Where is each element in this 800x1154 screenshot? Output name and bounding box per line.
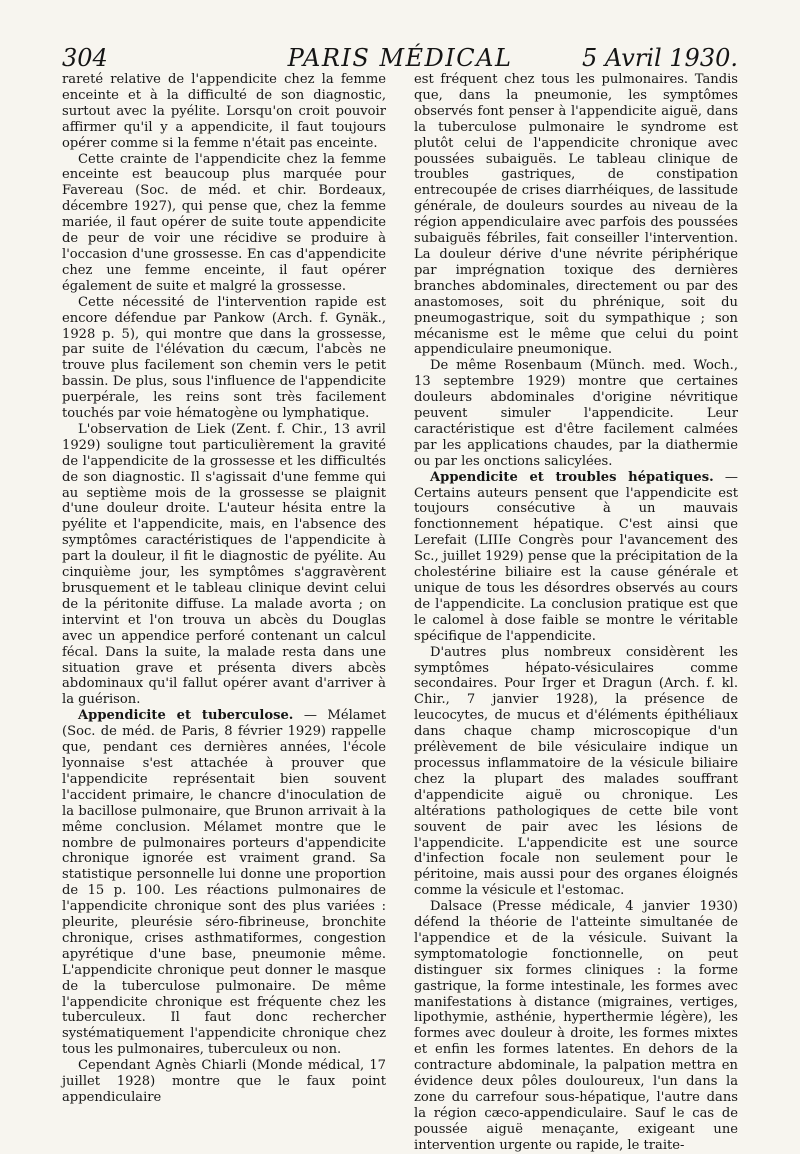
paragraph-body: — Mélamet (Soc. de méd. de Paris, 8 février 1929) rappelle que, pendant ces dernières années, l'école lyonnaise s'est attachée à prouver que l'appendicite représentait bien souvent l'accident primaire, le chancre d'inoculation de la bacillose pulmonaire, que Brunon arrivait à la même conclusion. Mélamet montre que le nombre de pulmonaires porteurs d'appendicite chronique ignorée est vraiment grand. Sa statistique personnelle lui donne une proportion de 15 p. 100. Les réactions pulmonaires de l'appendicite chronique sont des plus variées : pleurite, pleurésie séro-fibrineuse, bronchite chronique, crises asthmatiformes, congestion apyrétique d'une base, pneumonie même. L'appendicite chronique peut donner le masque de la tuberculose pulmonaire. De même l'appendicite chronique est fréquente chez les tuberculeux. Il faut donc rechercher systématiquement l'appendicite chronique chez tous les pulmonaires, tuberculeux ou non. <box>62 708 386 1058</box>
section-paragraph <box>62 708 386 1058</box>
page-number: 304 <box>62 44 108 72</box>
paragraph-body: — Certains auteurs pensent que l'appendicite est toujours consécutive à un mauvais fonctionnement hépatique. C'est ainsi que Lerefait (LIIIe Congrès pour l'avancement des Sc., juillet 1929) pense que la précipitation de la cholestérine biliaire est la cause générale et unique de tous les désordres observés au cours de l'appendicite. La conclusion pratique est que le calomel à dose faible se montre le véritable spécifique de l'appendicite. <box>414 469 739 644</box>
paragraph: De même Rosenbaum (Münch. med. Woch., 13 septembre 1929) montre que certaines douleurs abdominales d'origine névritique peuvent simuler l'appendicite. Leur caractéristique est d'être facilement calmées par les applications chaudes, par la diathermie ou par les onctions salicylées. <box>414 358 738 469</box>
left-column <box>62 72 386 1106</box>
section-heading: Appendicite et tuberculose. <box>78 708 294 724</box>
paragraph: Cette nécessité de l'intervention rapide est encore défendue par Pankow (Arch. f. Gynäk., 1928 p. 5), qui montre que dans la grossesse, par suite de l'élévation du cæcum, l'abcès ne trouve plus facilement son chemin vers le petit bassin. De plus, sous l'influence de l'appendicite puerpérale, les reins sont très facilement touchés par voie hématogène ou lymphatique. <box>62 294 386 422</box>
section-paragraph <box>414 470 738 645</box>
paragraph: est fréquent chez tous les pulmonaires. Tandis que, dans la pneumonie, les symptômes observés font penser à l'appendicite aiguë, dans la tuberculose pulmonaire le syndrome est plutôt celui de l'appendicite chronique avec poussées subaiguës. Le tableau clinique de troubles gastriques, de constipation entrecoupée de crises diarrhéiques, de lassitude générale, de douleurs sourdes au niveau de la région appendiculaire avec parfois des poussées subaiguës fébriles, fait conseiller l'intervention. La douleur dérive d'une névrite périphérique par imprégnation toxique des dernières branches abdominales, directement ou par des anastomoses, soit du phrénique, soit du pneumogastrique, soit du sympathique ; son mécanisme est le même que celui du point appendiculaire pneumonique. <box>414 72 738 358</box>
paragraph: L'observation de Liek (Zent. f. Chir., 13 avril 1929) souligne tout particulièrement la gravité de l'appendicite de la grossesse et les difficultés de son diagnostic. Il s'agissait d'une femme qui au septième mois de la grossesse se plaignit d'une douleur droite. L'auteur hésita entre la pyélite et l'appendicite, mais, en l'absence des symptômes caractéristiques de l'appendicite à part la douleur, il fit le diagnostic de pyélite. Au cinquième jour, les symptômes s'aggravèrent brusquement et le tableau clinique devint celui de la péritonite diffuse. La malade avorta ; on intervint et l'on trouva un abcès du Douglas avec un appendice perforé contenant un calcul fécal. Dans la suite, la malade resta dans une situation grave et présenta divers abcès abdominaux qu'il fallut opérer avant d'arriver à la guérison. <box>62 421 386 708</box>
right-column <box>414 72 738 1154</box>
paragraph: Cependant Agnès Chiarli (Monde médical, 17 juillet 1928) montre que le faux point appendiculaire <box>62 1058 386 1105</box>
journal-title: PARIS MÉDICAL <box>287 44 513 72</box>
paragraph: rareté relative de l'appendicite chez la femme enceinte et à la difficulté de son diagnostic, surtout avec la pyélite. Lorsqu'on croit pouvoir affirmer qu'il y a appendicite, il faut toujours opérer comme si la femme n'était pas enceinte. <box>62 72 386 151</box>
page-header <box>62 40 738 72</box>
paragraph: Cette crainte de l'appendicite chez la femme enceinte est beaucoup plus marquée pour Favereau (Soc. de méd. et chir. Bordeaux, décembre 1927), qui pense que, chez la femme mariée, il faut opérer de suite toute appendicite de peur de voir une récidive se produire à l'occasion d'une grossesse. En cas d'appendicite chez une femme enceinte, il faut opérer également de suite et malgré la grossesse. <box>62 151 386 294</box>
issue-date: 5 Avril 1930. <box>582 44 738 72</box>
paragraph: Dalsace (Presse médicale, 4 janvier 1930) défend la théorie de l'atteinte simultanée de l'appendice et de la vésicule. Suivant la symptomatologie fonctionnelle, on peut distinguer six formes cliniques : la forme gastrique, la forme intestinale, les formes avec manifestations à distance (migraines, vertiges, lipothymie, asthénie, hyperthermie légère), les formes avec douleur à droite, les formes mixtes et enfin les formes latentes. En dehors de la contracture abdominale, la palpation mettra en évidence deux pôles douloureux, l'un dans la zone du carrefour sous-hépatique, l'autre dans la région cæco-appendiculaire. Sauf le cas de poussée aiguë menaçante, exigeant une intervention urgente ou rapide, le traite- <box>414 899 738 1153</box>
paragraph: D'autres plus nombreux considèrent les symptômes hépato-vésiculaires comme secondaires. Pour Irger et Dragun (Arch. f. kl. Chir., 7 janvier 1928), la présence de leucocytes, de mucus et d'éléments épithéliaux dans chaque champ microscopique d'un prélèvement de bile vésiculaire indique un processus inflammatoire de la vésicule biliaire chez la plupart des malades souffrant d'appendicite aiguë ou chronique. Les altérations pathologiques de cette bile vont souvent de pair avec les lésions de l'appendicite. L'appendicite est une source d'infection focale non seulement pour le péritoine, mais aussi pour des organes éloignés comme la vésicule et l'estomac. <box>414 644 738 899</box>
section-heading: Appendicite et troubles hépatiques. <box>430 469 714 485</box>
